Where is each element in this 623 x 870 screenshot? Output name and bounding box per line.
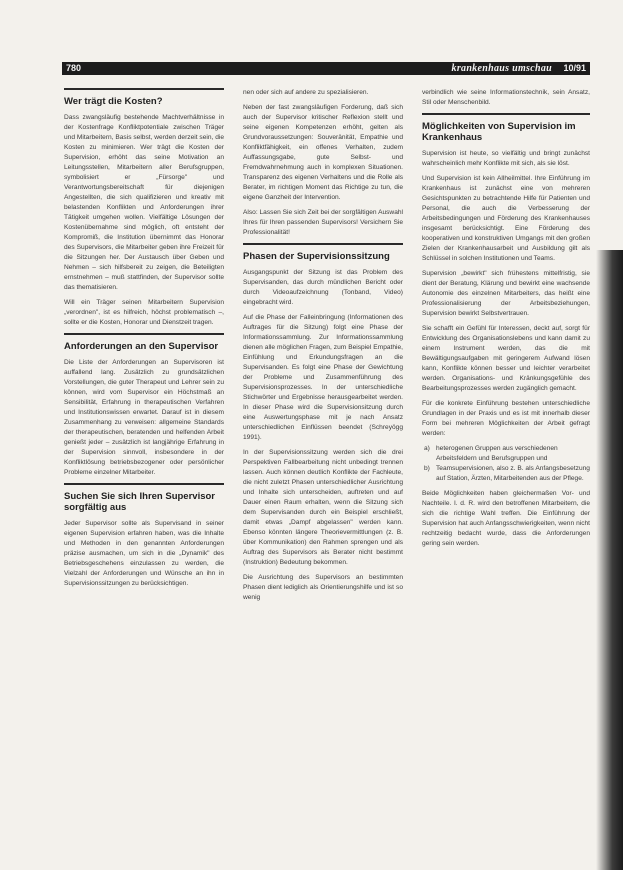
paragraph: Supervision ist heute, so vielfältig und bringt zunächst wahrscheinlich mehr Konflikte mit sich, als sie löst. <box>422 150 590 167</box>
heading-choose-supervisor: Suchen Sie sich Ihren Supervisor sorgfältig aus <box>64 491 215 513</box>
paragraph: Also: Lassen Sie sich Zeit bei der sorgfältigen Auswahl Ihres für Ihren passenden Supervisors! Versichern Sie Professionalität! <box>243 209 403 236</box>
section-rule <box>64 483 224 485</box>
list-marker: b) <box>424 465 430 472</box>
running-header <box>62 62 590 75</box>
paragraph: Auf die Phase der Falleinbringung (Informationen des Auftrages für die Sitzung) folgt eine Phase der Informationssammlung. Zur Informationssammlung dienen alle möglichen Fragen, zum Beispiel Empathie, Einfühlung und Erkundungsfragen an die Supervisanden. Es folgt eine Phase der Gewichtung der Probleme und Zusammenführung des Supervisionsprozesses. In der unterschiedliche Stichwörter und Ergebnisse herausgearbeitet werden. In dieser Phase wird die Supervisionsitzung durch eine Auswertungsphase mit je nach Ansatz unterschiedlichen Einflüssen beendet (Schreyögg 1991). <box>243 314 403 441</box>
column-1 <box>64 88 224 858</box>
paragraph: In der Supervisionssitzung werden sich die drei Perspektiven Fallbearbeitung nicht unbedingt trennen lassen. Auch können deutlich Konflikte der Fachleute, die nicht zuletzt Phasen unterschiedlicher Ausrichtung und Inhalte sich unterscheiden, auftreten und auf Dauer einen Raum erhalten, wenn die Sitzung sich dem Supervisanden durch ein Beispiel erschließt, damit etwas „Dampf abgelassen" werden kann. Ebenso könnten längere Theorievermittlungen (z. B. über Kommunikation) den Rahmen sprengen und als Auftrag des Supervisors als Berater nicht bestimmt (Instruktion) Bedeutung bekommen. <box>243 449 403 566</box>
section-rule <box>64 88 224 90</box>
paragraph: Jeder Supervisor sollte als Supervisand in seiner eigenen Supervision erfahren haben, was die Inhalte und Methoden in den genannten Anforderungen präzise ausmachen, um sich in die „Dynamik" des Betriebsgeschehens einzulassen zu werden, die Vielzahl der Anforderungen und Wünsche an ihn in Supervisionssitzungen zu berücksichtigen. <box>64 520 224 587</box>
column-2 <box>243 88 403 858</box>
paragraph: Sie schafft ein Gefühl für Interessen, deckt auf, sorgt für Entwicklung des Organisationslebens und kann damit zu einem Instrument werden, das die mit Bewältigungsaufgaben mit geringerem Aufwand lösen kann, Konflikte können besser und leichter verarbeitet werden. Organisations- und Kränkungsgefühle des Bearbeitungsprozesses werden zugänglich gemacht. <box>422 325 590 392</box>
paragraph: Supervision „bewirkt" sich frühestens mittelfristig, sie dient der Beratung, Klärung und bewirkt eine wachsende Autonomie des einzelnen Mitarbeiters, das heißt eine Professionalisierung der Arbeitsbeziehungen, Supervision bewirkt Selbstvertrauen. <box>422 270 590 317</box>
paragraph: Und Supervision ist kein Allheilmittel. Ihre Einführung im Krankenhaus ist zunächst eine von mehreren Gesichtspunkten zu betrachtende Hilfe für Patienten und Personal, die auch die Verbesserung der Arbeitsbedingungen und Förderung des Krankenhauses insgesamt berücksichtigt. Eine Förderung des kooperativen und konstruktiven Umgangs mit den großen Zielen der Krankenhausarbeit und Ausbildung gilt als Schlüssel in solchen Institutionen und Teams. <box>422 175 590 262</box>
paragraph: Die Ausrichtung des Supervisors an bestimmten Phasen dient lediglich als Orientierungshilfe und ist so wenig <box>243 574 403 601</box>
paragraph: nen oder sich auf andere zu spezialisieren. <box>243 89 369 96</box>
paragraph: Die Liste der Anforderungen an Supervisoren ist auffallend lang. Zusätzlich zu grundsätzlichen Vorstellungen, die guter Therapeut und Lehrer sein zu können, wird vom Supervisor ein Höchstmaß an Sensibilität, Erfahrung in therapeutischen Verfahren und Institutionswissen erwartet. Darauf ist in diesem Zusammenhang zu verweisen: allgemeine Standards der therapeutischen, beratenden und helfenden Arbeit genießt jeder – zusätzlich ist langjährige Erfahrung in der Supervision sinnvoll, insbesondere in der Konfliktlösung betriebsbezogener oder persönlicher Probleme einzelner Mitarbeiter. <box>64 359 224 476</box>
paragraph: Neben der fast zwangsläufigen Forderung, daß sich auch der Supervisor kritischer Reflexion stellt und seine eigenen Kompetenzen erhöht, gelten als Grundvoraussetzungen: Souveränität, Empathie und Konfliktfähigkeit, ein offenes Verhalten, zudem Auffassungsgabe, gute Selbst- und Fremdwahrnehmung auch in komplexen Situationen. Transparenz des eigenen Verhaltens und die Rolle als Berater, im richtigen Moment das Richtige zu tun, die eigene Ganzheit der Intervention. <box>243 104 403 201</box>
list-item-text: heterogenen Gruppen aus verschiedenen Arbeitsfeldern und Berufsgruppen und <box>436 445 558 462</box>
paragraph: Dass zwangsläufig bestehende Machtverhältnisse in der Kostenfrage Konfliktpotentiale zwischen Träger und Mitarbeitern, Basis selbst, werden derzeit sein, die Kosten zu minimieren. Wer trägt die Kosten der Supervision, erhöht das seine Motivation an Leitungsstellen, Mitarbeitern aller Berufsgruppen, symbolisiert er „Fürsorge" und Verantwortungsbereitschaft für diejenigen Angestellten, die sich qualifizieren und kreativ mit belastenden Konflikten und Anforderungen ihrer Tätigkeit umgehen wollen. Vielfältige Lösungen der Kostenübernahme sind möglich, oft entsteht der Kompromiß, die Institution übernimmt das Honorar des Supervisors, die Mitarbeiter geben ihre Freizeit für die Sitzungen her. Der Austausch über Geben und Nehmen – sich hilfsbereit zu zeigen, die Beteiligten ernstnehmen – muß stattfinden, der Supervisor sollte das thematisieren. <box>64 114 224 291</box>
paragraph: Beide Möglichkeiten haben gleichermaßen Vor- und Nachteile. I. d. R. wird den betroffenen Mitarbeitern, die sich die richtige Wahl treffen. Die Einführung der Supervision hat auch Anfangsschwierigkeiten, wenn nicht rechtzeitig bedacht wurde, dass die Anforderungen gering sein werden. <box>422 490 590 547</box>
list-item <box>422 444 590 464</box>
section-rule <box>422 113 590 115</box>
section-rule <box>64 333 224 335</box>
paragraph: Für die konkrete Einführung bestehen unterschiedliche Grundlagen in der Praxis und es ist mit innerhalb dieser Form bei mehreren Möglichkeiten der Arbeit gefragt werden: <box>422 400 590 437</box>
list-item <box>422 464 590 484</box>
page-number: 780 <box>66 63 82 73</box>
list-item-text: Teamsupervisionen, also z. B. als Anfangsbesetzung auf Station, Ärzten, Mitarbeitenden aus der Pflege. <box>436 465 590 482</box>
options-list <box>422 444 590 484</box>
magazine-title: krankenhaus umschau <box>451 63 552 74</box>
paragraph: verbindlich wie seine Informationstechnik, sein Ansatz, Stil oder Menschenbild. <box>422 89 590 106</box>
paragraph: Ausgangspunkt der Sitzung ist das Problem des Supervisanden, das durch mündlichen Bericht oder durch Videoaufzeichnung (Tonband, Video) eingebracht wird. <box>243 269 403 306</box>
scan-edge-shadow <box>596 250 623 870</box>
list-marker: a) <box>424 445 430 452</box>
issue-number: 10/91 <box>563 63 586 73</box>
column-3 <box>422 88 590 788</box>
section-rule <box>243 243 403 245</box>
heading-phases: Phasen der Supervisionssitzung <box>243 251 390 262</box>
heading-who-pays: Wer trägt die Kosten? <box>64 96 163 107</box>
heading-requirements: Anforderungen an den Supervisor <box>64 341 219 352</box>
heading-possibilities: Möglichkeiten von Supervision im Krankenhaus <box>422 121 576 143</box>
paragraph: Will ein Träger seinen Mitarbeitern Supervision „verordnen", ist es hilfreich, höchst problematisch –, sollte er die Kosten, Honorar und Dienstzeit tragen. <box>64 299 224 326</box>
